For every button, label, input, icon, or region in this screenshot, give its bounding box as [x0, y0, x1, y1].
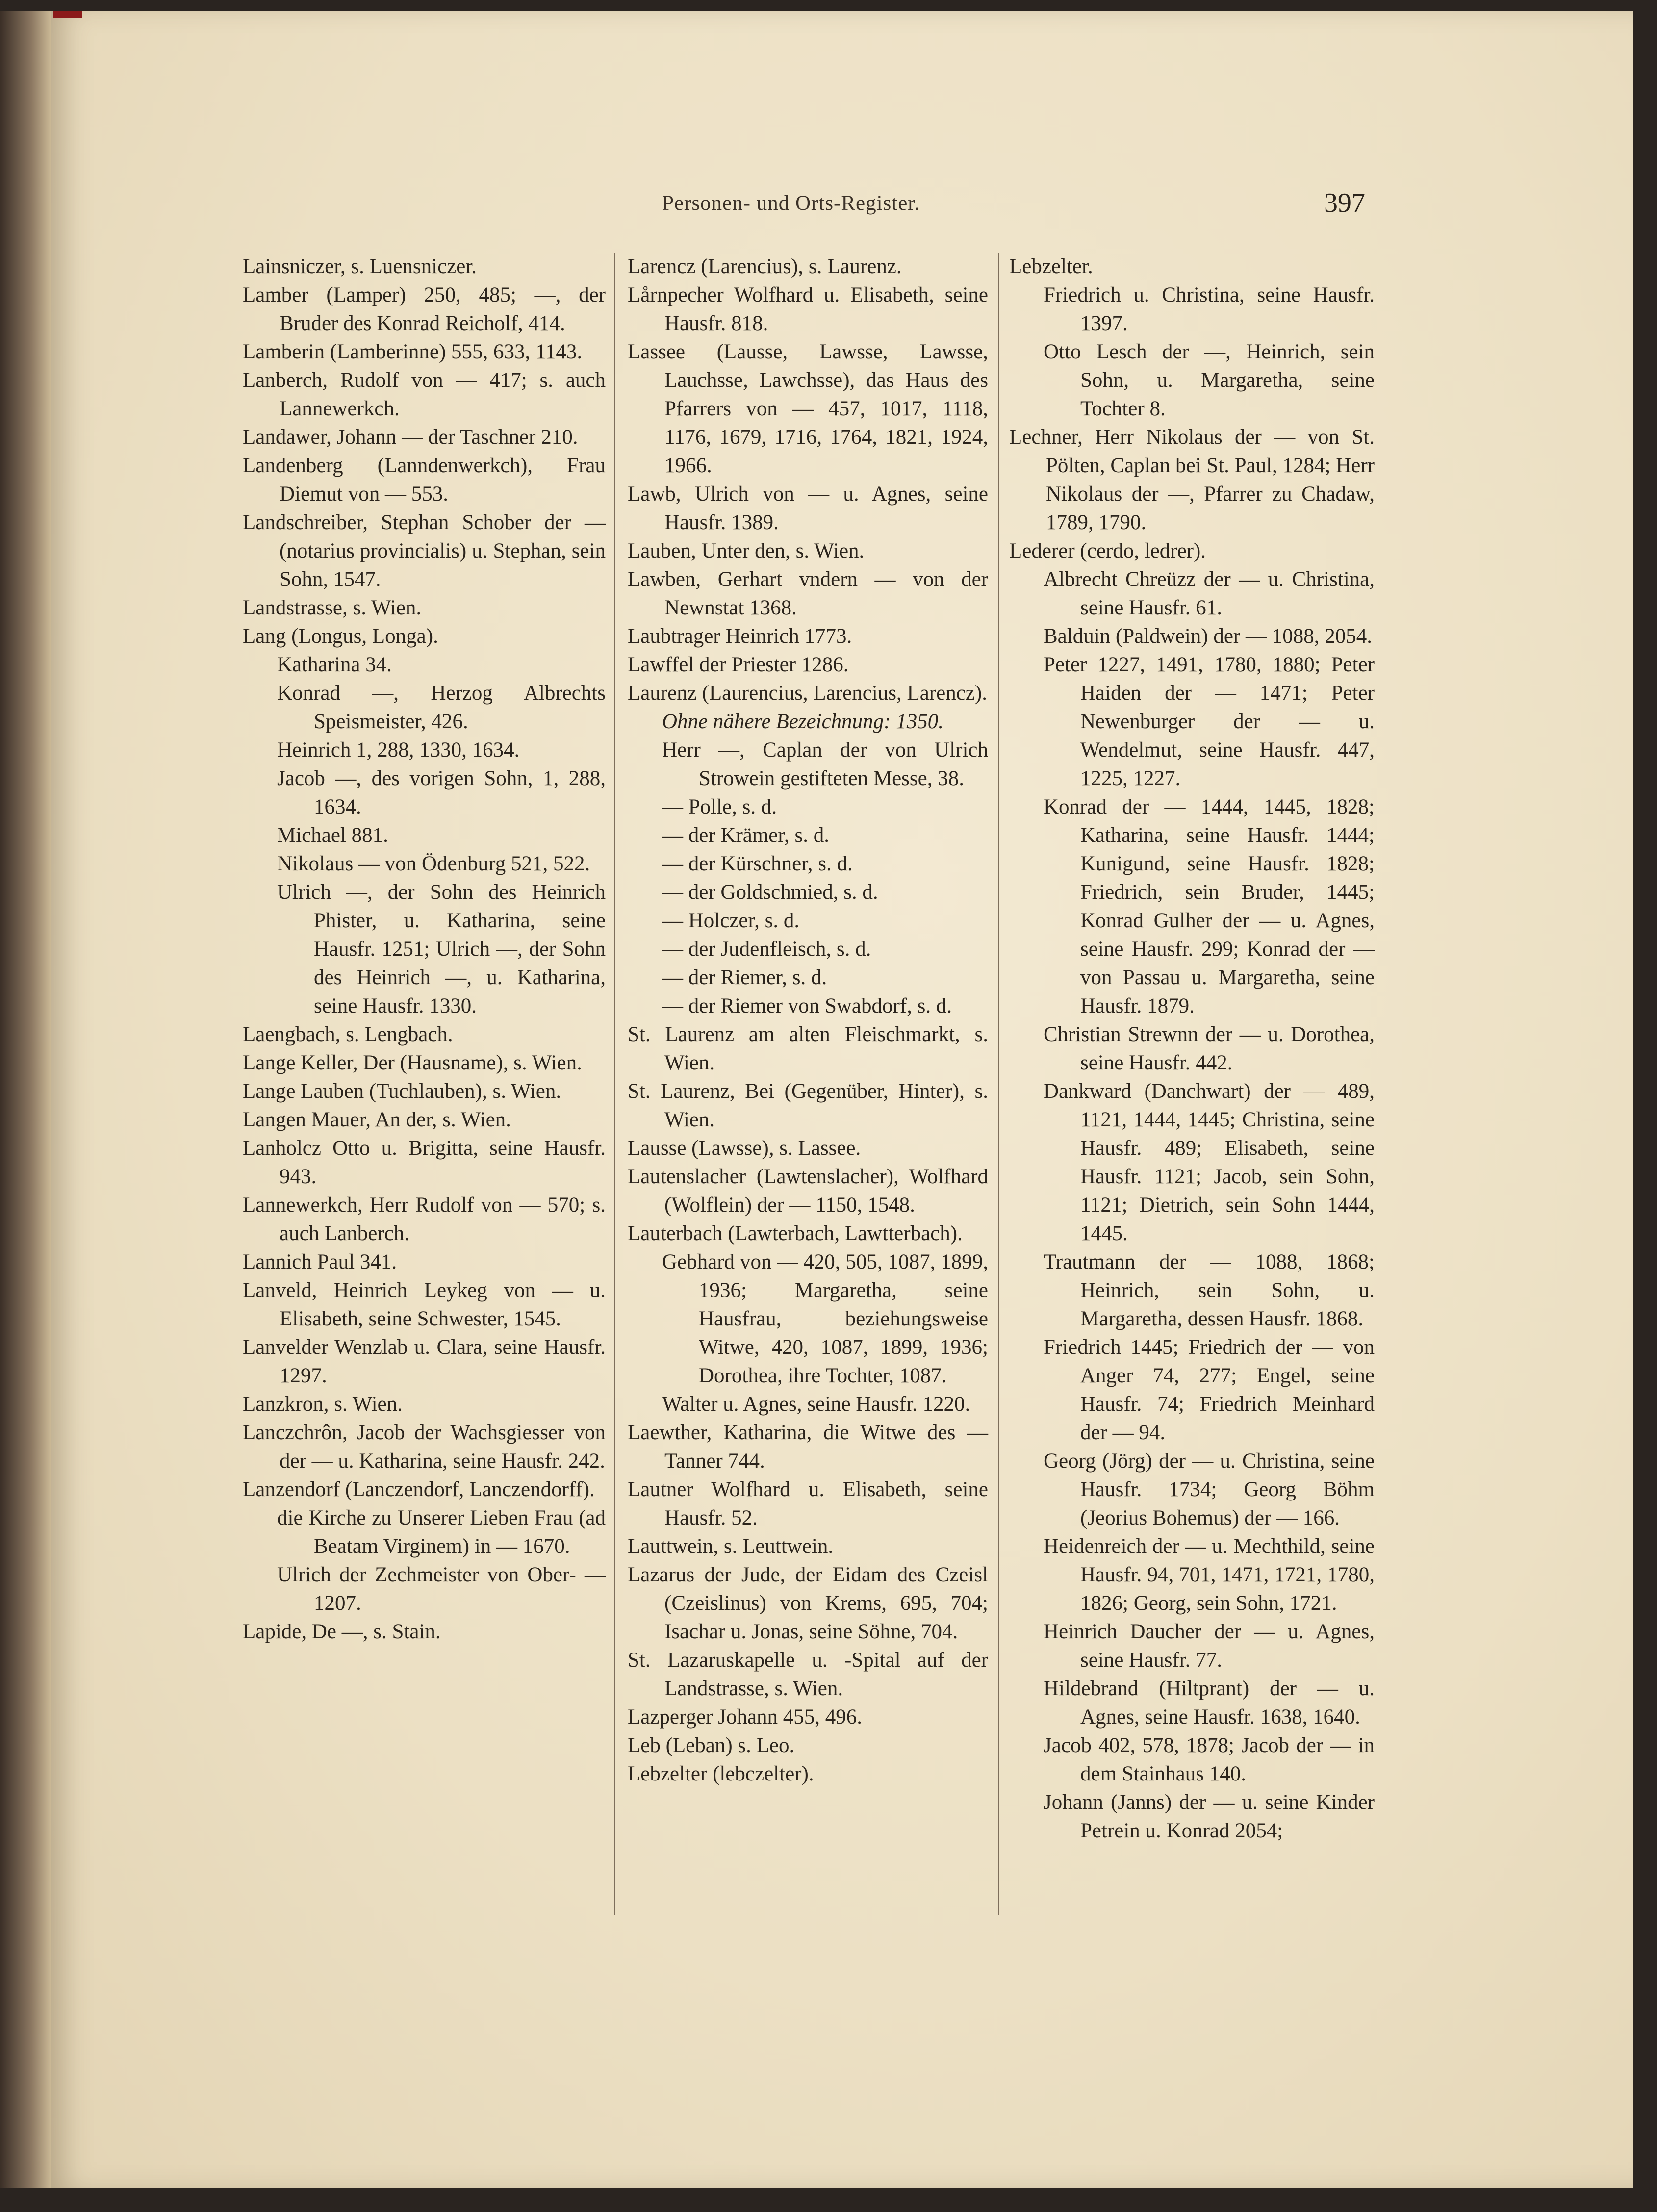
index-subentry: — Holczer, s. d.	[662, 909, 800, 932]
index-entry: Lanholcz Otto u. Brigitta, seine Hausfr. 943.	[243, 1137, 606, 1188]
index-subentry: — Polle, s. d.	[662, 795, 777, 818]
index-subentry: Trautmann der — 1088, 1868; Heinrich, sein Sohn, u. Margaretha, dessen Hausfr. 1868.	[1044, 1250, 1375, 1330]
index-entry: Laubtrager Heinrich 1773.	[628, 625, 852, 648]
index-subentry: Konrad —, Herzog Albrechts Speismeister, 426.	[277, 682, 606, 733]
index-subentry: Peter 1227, 1491, 1780, 1880; Peter Haiden der — 1471; Peter Newenburger der — u. Wendelmut, seine Hausfr. 447, 1225, 1227.	[1044, 653, 1375, 790]
index-entry: St. Laurenz am alten Fleischmarkt, s. Wien.	[628, 1023, 988, 1074]
index-entry: Lange Keller, Der (Hausname), s. Wien.	[243, 1051, 582, 1074]
index-entry: Lassee (Lausse, Lawsse, Lawsse, Lauchsse, Lawchsse), das Haus des Pfarrers von — 457, 1017, 1118, 1176, 1679, 1716, 1764, 1821, 1924, 1966.	[628, 340, 988, 477]
index-subentry: Balduin (Paldwein) der — 1088, 2054.	[1044, 625, 1372, 648]
index-subentry: Otto Lesch der —, Heinrich, sein Sohn, u. Margaretha, seine Tochter 8.	[1044, 340, 1375, 420]
index-entry: Lanberch, Rudolf von — 417; s. auch Lannewerkch.	[243, 369, 606, 420]
index-subentry: Friedrich 1445; Friedrich der — von Anger 74, 277; Engel, seine Hausfr. 74; Friedrich Meinhard der — 94.	[1044, 1336, 1375, 1444]
index-entry: Langen Mauer, An der, s. Wien.	[243, 1108, 511, 1131]
index-entry: Lannewerkch, Herr Rudolf von — 570; s. auch Lanberch.	[243, 1194, 606, 1245]
index-entry: Lapide, De —, s. Stain.	[243, 1620, 441, 1643]
index-entry: St. Laurenz, Bei (Gegenüber, Hinter), s. Wien.	[628, 1080, 988, 1131]
index-subentry: Jacob —, des vorigen Sohn, 1, 288, 1634.	[277, 767, 606, 818]
running-head: Personen- und Orts-Register.	[662, 192, 920, 215]
index-subentry: Friedrich u. Christina, seine Hausfr. 1397.	[1044, 283, 1375, 335]
index-entry: Lannich Paul 341.	[243, 1250, 397, 1273]
index-subentry: Ohne nähere Bezeichnung: 1350.	[662, 710, 943, 733]
index-entry: Lange Lauben (Tuchlauben), s. Wien.	[243, 1080, 561, 1103]
index-subentry: Christian Strewnn der — u. Dorothea, seine Hausfr. 442.	[1044, 1023, 1375, 1074]
index-subentry: Michael 881.	[277, 824, 388, 847]
index-subentry: Heidenreich der — u. Mechthild, seine Hausfr. 94, 701, 1471, 1721, 1780, 1826; Georg, sein Sohn, 1721.	[1044, 1535, 1375, 1615]
index-entry: Lautner Wolfhard u. Elisabeth, seine Hausfr. 52.	[628, 1478, 988, 1529]
index-entry: Landenberg (Lanndenwerkch), Frau Diemut von — 553.	[243, 454, 606, 506]
page-header	[0, 188, 1657, 226]
index-entry: Lechner, Herr Nikolaus der — von St. Pölten, Caplan bei St. Paul, 1284; Herr Nikolaus der —, Pfarrer zu Chadaw, 1789, 1790.	[1009, 426, 1375, 534]
index-entry: Landstrasse, s. Wien.	[243, 596, 422, 619]
index-subentry: Hildebrand (Hiltprant) der — u. Agnes, seine Hausfr. 1638, 1640.	[1044, 1677, 1375, 1729]
index-entry: Lanczchrôn, Jacob der Wachsgiesser von der — u. Katharina, seine Hausfr. 242.	[243, 1421, 606, 1473]
index-entry: St. Lazaruskapelle u. -Spital auf der Landstrasse, s. Wien.	[628, 1649, 988, 1700]
index-subentry: Heinrich 1, 288, 1330, 1634.	[277, 738, 520, 762]
index-entry: Lanveld, Heinrich Leykeg von — u. Elisabeth, seine Schwester, 1545.	[243, 1279, 606, 1330]
index-entry: Lauterbach (Lawterbach, Lawtterbach).	[628, 1222, 963, 1245]
index-entry: Lausse (Lawsse), s. Lassee.	[628, 1137, 861, 1160]
index-subentry: Nikolaus — von Ödenburg 521, 522.	[277, 852, 590, 875]
index-entry: Lamber (Lamper) 250, 485; —, der Bruder des Konrad Reicholf, 414.	[243, 283, 606, 335]
index-subentry: — der Kürschner, s. d.	[662, 852, 853, 875]
index-subentry: Georg (Jörg) der — u. Christina, seine Hausfr. 1734; Georg Böhm (Jeorius Bohemus) der — 166.	[1044, 1449, 1375, 1529]
index-entry: Lawffel der Priester 1286.	[628, 653, 849, 676]
index-subentry: Johann (Janns) der — u. seine Kinder Petrein u. Konrad 2054;	[1044, 1791, 1375, 1842]
index-entry: Laurenz (Laurencius, Larencius, Larencz).	[628, 682, 987, 705]
index-subentry: Dankward (Danchwart) der — 489, 1121, 1444, 1445; Christina, seine Hausfr. 489; Elisabeth, seine Hausfr. 1121; Jacob, sein Sohn, 1121; Dietrich, sein Sohn 1444, 1445.	[1044, 1080, 1375, 1245]
index-column-3	[1009, 253, 1375, 1845]
index-entry: Lanzkron, s. Wien.	[243, 1393, 403, 1416]
index-entry: Lanvelder Wenzlab u. Clara, seine Hausfr. 1297.	[243, 1336, 606, 1387]
index-entry: Lazarus der Jude, der Eidam des Czeisl (Czeislinus) von Krems, 695, 704; Isachar u. Jonas, seine Söhne, 704.	[628, 1563, 988, 1643]
index-subentry: Gebhard von — 420, 505, 1087, 1899, 1936; Margaretha, seine Hausfrau, beziehungsweise Witwe, 420, 1087, 1899, 1936; Dorothea, ihre Tochter, 1087.	[662, 1250, 988, 1387]
index-subentry: Konrad der — 1444, 1445, 1828; Katharina, seine Hausfr. 1444; Kunigund, seine Hausfr. 1828; Friedrich, sein Bruder, 1445; Konrad Gulher der — u. Agnes, seine Hausfr. 299; Konrad der — von Passau u. Margaretha, seine Hausfr. 1879.	[1044, 795, 1375, 1017]
index-entry: Lauttwein, s. Leuttwein.	[628, 1535, 834, 1558]
index-entry: Lamberin (Lamberinne) 555, 633, 1143.	[243, 340, 583, 363]
page-number: 397	[1324, 188, 1365, 218]
index-subentry: — der Riemer, s. d.	[662, 966, 827, 989]
index-subentry: Walter u. Agnes, seine Hausfr. 1220.	[662, 1393, 970, 1416]
index-entry: Laengbach, s. Lengbach.	[243, 1023, 453, 1046]
index-entry: Lebzelter (lebczelter).	[628, 1762, 814, 1785]
index-entry: Larencz (Larencius), s. Laurenz.	[628, 255, 902, 278]
index-column-2	[628, 253, 988, 1788]
index-entry: Laewther, Katharina, die Witwe des — Tanner 744.	[628, 1421, 988, 1473]
index-subentry: — der Krämer, s. d.	[662, 824, 829, 847]
index-subentry: Jacob 402, 578, 1878; Jacob der — in dem Stainhaus 140.	[1044, 1734, 1375, 1785]
index-subentry: Heinrich Daucher der — u. Agnes, seine Hausfr. 77.	[1044, 1620, 1375, 1672]
index-entry: Landawer, Johann — der Taschner 210.	[243, 426, 578, 449]
book-gutter	[0, 11, 51, 2188]
index-entry: Lawb, Ulrich von — u. Agnes, seine Hausfr. 1389.	[628, 483, 988, 534]
column-rule-right	[998, 253, 999, 1915]
index-subentry: die Kirche zu Unserer Lieben Frau (ad Beatam Virginem) in — 1670.	[277, 1506, 606, 1558]
index-subentry: Katharina 34.	[277, 653, 392, 676]
index-subentry: Albrecht Chreüzz der — u. Christina, seine Hausfr. 61.	[1044, 568, 1375, 619]
column-rule-left	[614, 253, 615, 1915]
index-entry: Lanzendorf (Lanczendorf, Lanczendorff).	[243, 1478, 595, 1501]
index-entry: Lederer (cerdo, ledrer).	[1009, 539, 1206, 562]
index-entry: Lazperger Johann 455, 496.	[628, 1705, 863, 1729]
index-subentry: Ulrich der Zechmeister von Ober- — 1207.	[277, 1563, 606, 1615]
index-subentry: — der Goldschmied, s. d.	[662, 881, 878, 904]
index-entry: Leb (Leban) s. Leo.	[628, 1734, 795, 1757]
index-entry: Landschreiber, Stephan Schober der — (notarius provincialis) u. Stephan, sein Sohn, 1547.	[243, 511, 606, 591]
index-entry: Lautenslacher (Lawtenslacher), Wolfhard (Wolflein) der — 1150, 1548.	[628, 1165, 988, 1217]
index-entry: Lainsniczer, s. Luensniczer.	[243, 255, 477, 278]
index-column-1	[243, 253, 606, 1646]
index-subentry: Ulrich —, der Sohn des Heinrich Phister, u. Katharina, seine Hausfr. 1251; Ulrich —, der Sohn des Heinrich —, u. Katharina, seine Hausfr. 1330.	[277, 881, 606, 1017]
index-entry: Lauben, Unter den, s. Wien.	[628, 539, 865, 562]
index-entry: Lårnpecher Wolfhard u. Elisabeth, seine Hausfr. 818.	[628, 283, 988, 335]
index-entry: Lebzelter.	[1009, 255, 1093, 278]
index-subentry: Herr —, Caplan der von Ulrich Strowein gestifteten Messe, 38.	[662, 738, 988, 790]
index-subentry: — der Riemer von Swabdorf, s. d.	[662, 994, 952, 1017]
index-entry: Lawben, Gerhart vndern — von der Newnstat 1368.	[628, 568, 988, 619]
index-subentry: — der Judenfleisch, s. d.	[662, 938, 871, 961]
binding-mark	[53, 11, 82, 18]
index-entry: Lang (Longus, Longa).	[243, 625, 438, 648]
